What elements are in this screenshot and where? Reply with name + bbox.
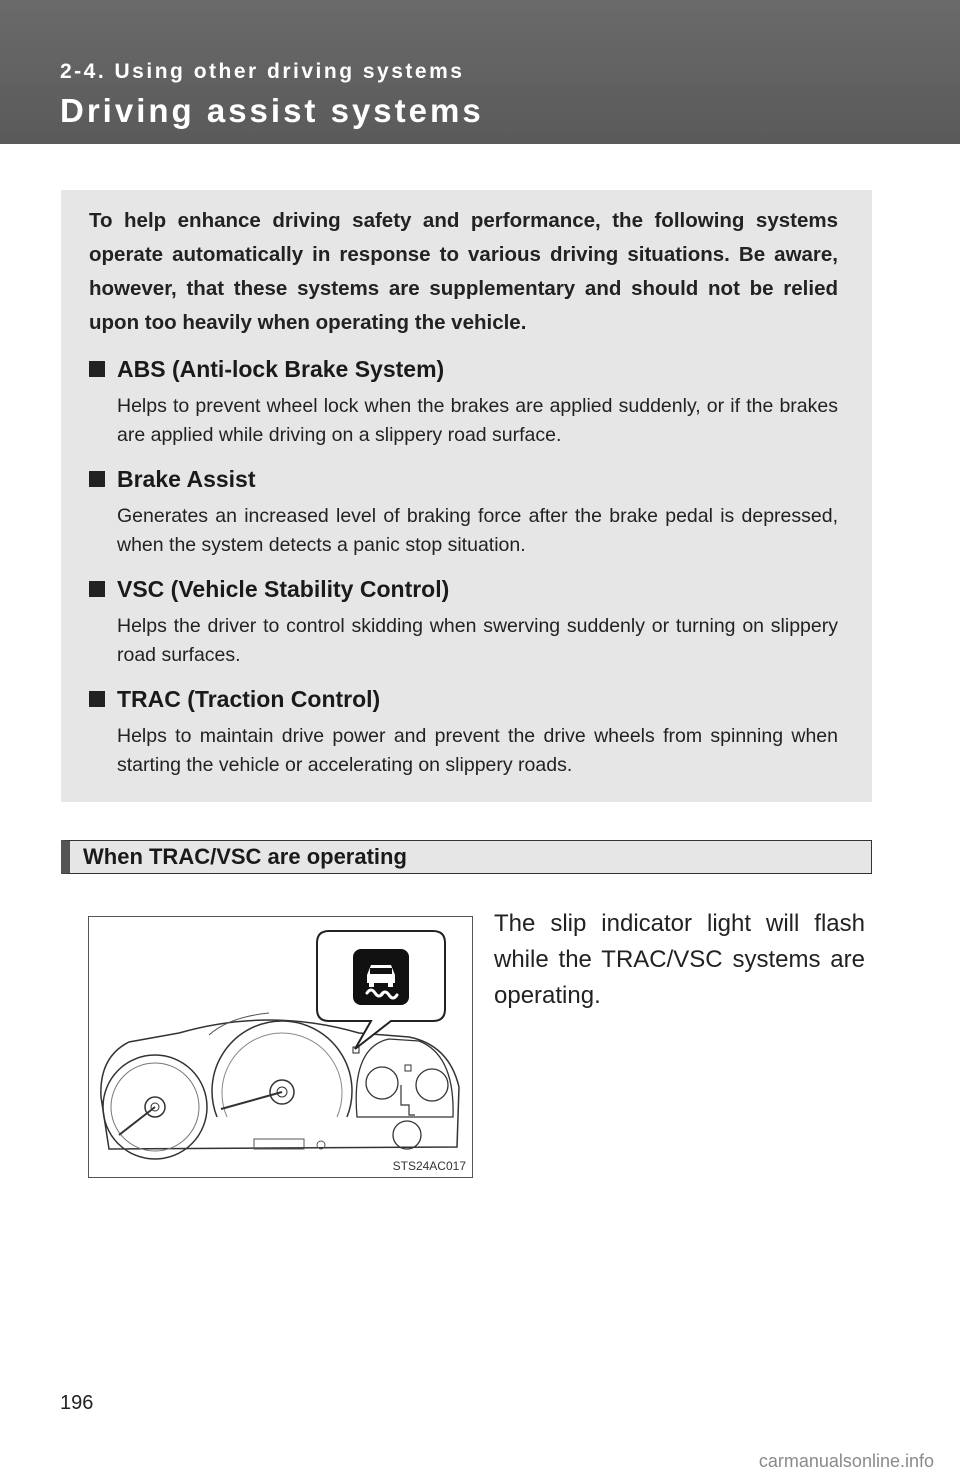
watermark: carmanualsonline.info: [758, 1451, 934, 1471]
page-header: [0, 0, 960, 144]
figure-code: STS24AC017: [392, 1159, 466, 1173]
square-bullet-icon: [89, 691, 105, 707]
square-bullet-icon: [89, 471, 105, 487]
instrument-cluster-figure: [88, 916, 473, 1178]
section-body: The slip indicator light will flash while the TRAC/VSC systems are operating.: [494, 910, 865, 1009]
page-number: 196: [60, 1392, 94, 1414]
feature-abs: [89, 352, 838, 450]
feature-description: Helps to prevent wheel lock when the brakes are applied suddenly, or if the brakes are applied while driving on a slippery road surface.: [117, 395, 838, 446]
intro-text: To help enhance driving safety and performance, the following systems operate automatically in response to various driving situations. Be aware, however, that these systems are supplementary and should not be relied upon too heavily when operating the vehicle.: [89, 209, 838, 334]
feature-title: ABS (Anti-lock Brake System): [117, 355, 445, 382]
square-bullet-icon: [89, 361, 105, 377]
section-label: 2-4. Using other driving systems: [60, 60, 465, 83]
feature-title: VSC (Vehicle Stability Control): [117, 575, 450, 602]
intro-box: [61, 190, 872, 802]
slip-indicator-icon: [353, 949, 409, 1005]
feature-description: Helps the driver to control skidding when swerving suddenly or turning on slippery road surfaces.: [117, 615, 838, 666]
feature-description: Generates an increased level of braking force after the brake pedal is depressed, when the system detects a panic stop situation.: [117, 505, 838, 556]
instrument-cluster-illustration: [89, 917, 472, 1177]
square-bullet-icon: [89, 581, 105, 597]
feature-title: Brake Assist: [117, 465, 256, 492]
page-title: Driving assist systems: [60, 92, 484, 129]
feature-trac: [89, 682, 838, 780]
feature-vsc: [89, 572, 838, 670]
feature-brake-assist: [89, 462, 838, 560]
feature-title: TRAC (Traction Control): [117, 685, 381, 712]
feature-description: Helps to maintain drive power and prevent the drive wheels from spinning when starting the vehicle or accelerating on slippery roads.: [117, 725, 838, 776]
section-heading: When TRAC/VSC are operating: [61, 840, 872, 874]
